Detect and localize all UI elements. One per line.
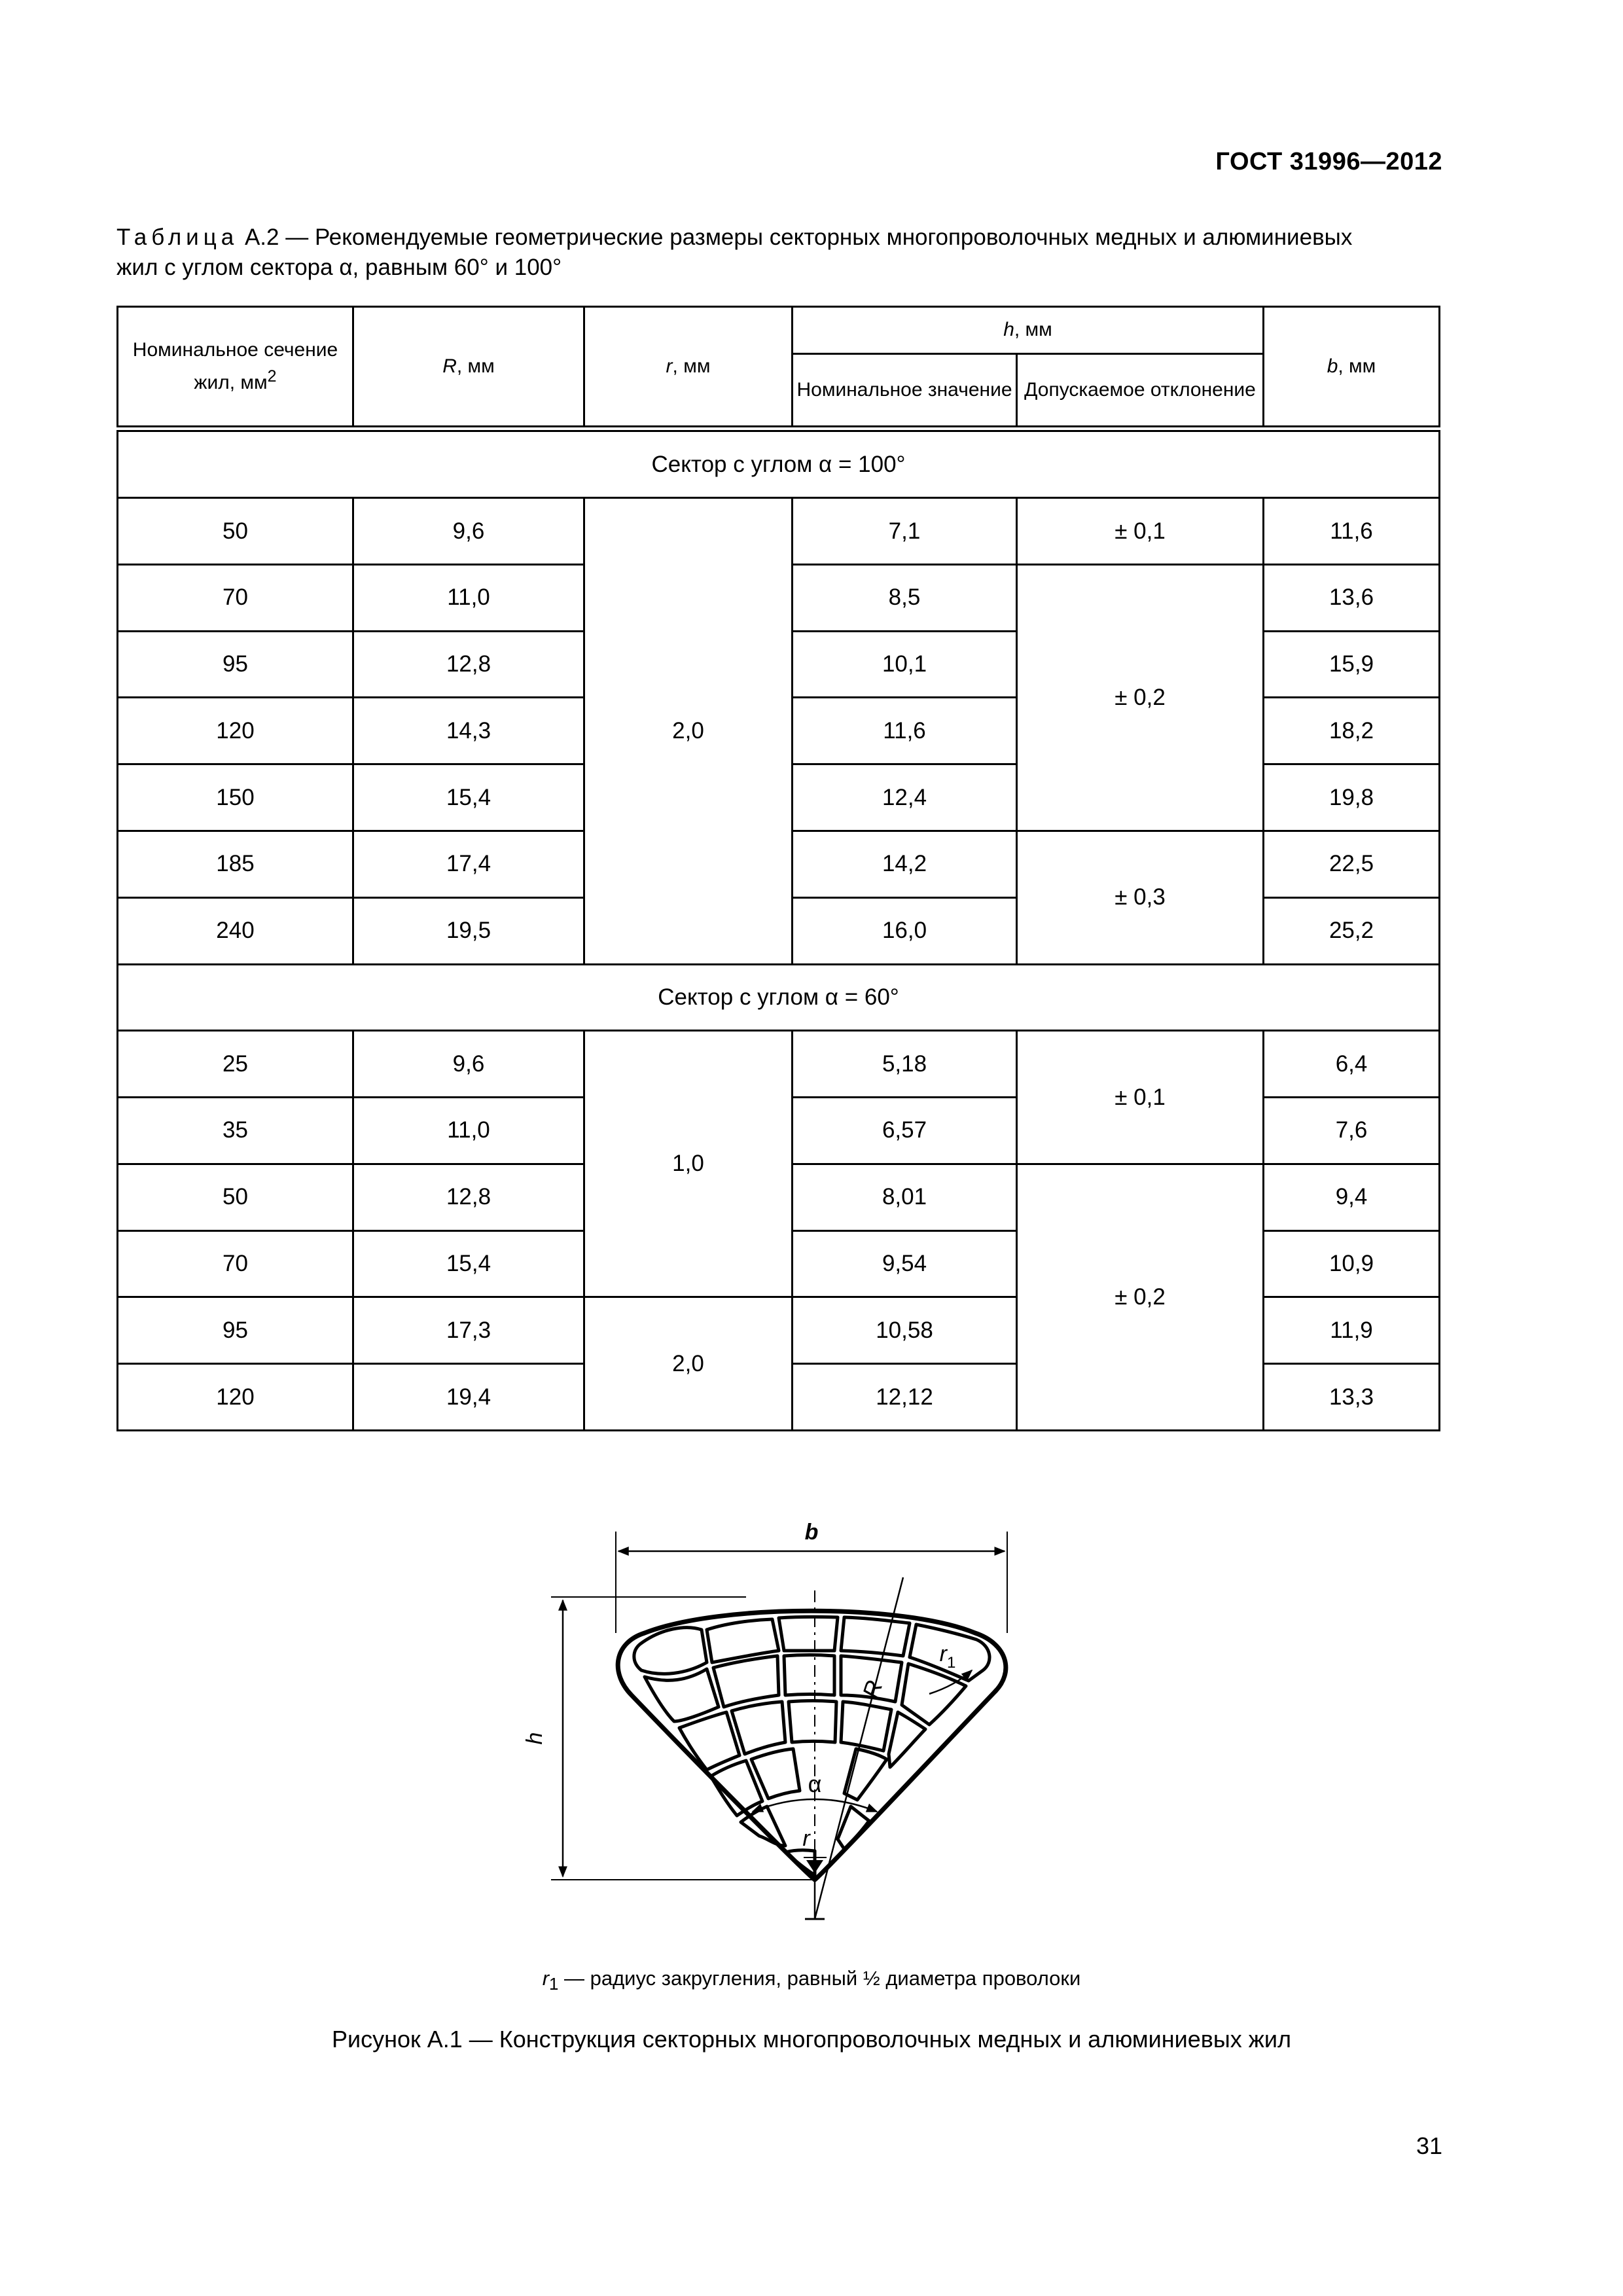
table-row xyxy=(118,1031,1440,1098)
header-h-tolerance: Допускаемое отклонение xyxy=(1017,353,1264,427)
cell-h: 5,18 xyxy=(793,1031,1017,1098)
cell-h: 11,6 xyxy=(793,698,1017,764)
cell-b: 13,3 xyxy=(1264,1364,1440,1431)
cell-R: 11,0 xyxy=(353,564,584,631)
section-header-100: Сектор с углом α = 100° xyxy=(118,431,1440,498)
cell-section: 50 xyxy=(118,498,353,565)
cell-R: 17,4 xyxy=(353,831,584,898)
table-caption-label: Таблица xyxy=(116,224,239,250)
cell-R: 11,0 xyxy=(353,1098,584,1164)
legend-symbol-subscript: 1 xyxy=(549,1975,559,1994)
cell-r: 2,0 xyxy=(584,1297,793,1431)
header-R: R, мм xyxy=(353,307,584,427)
cell-h: 12,12 xyxy=(793,1364,1017,1431)
figure-legend xyxy=(0,1967,1623,1994)
cell-tolerance: ± 0,3 xyxy=(1017,831,1264,965)
cell-R: 15,4 xyxy=(353,764,584,831)
page-number: 31 xyxy=(1416,2132,1442,2159)
header-h-nominal: Номинальное значение xyxy=(793,353,1017,427)
cell-R: 12,8 xyxy=(353,631,584,698)
document-id: ГОСТ 31996—2012 xyxy=(1215,148,1442,175)
cell-section: 35 xyxy=(118,1098,353,1164)
cell-h: 16,0 xyxy=(793,897,1017,964)
cell-section: 95 xyxy=(118,1297,353,1364)
header-b: b, мм xyxy=(1264,307,1440,427)
cell-section: 95 xyxy=(118,631,353,698)
cell-b: 11,6 xyxy=(1264,498,1440,565)
angle-alpha xyxy=(753,1770,877,1812)
cell-b: 6,4 xyxy=(1264,1031,1440,1098)
cell-r: 1,0 xyxy=(584,1031,793,1297)
cell-R: 19,4 xyxy=(353,1364,584,1431)
label-alpha: α xyxy=(808,1770,822,1797)
sector-conductor-drawing xyxy=(510,1499,1047,1964)
cell-b: 18,2 xyxy=(1264,698,1440,764)
cell-R: 9,6 xyxy=(353,1031,584,1098)
legend-symbol: r xyxy=(542,1967,550,1990)
label-r: r xyxy=(802,1826,810,1851)
cell-section: 50 xyxy=(118,1164,353,1230)
cell-tolerance: ± 0,1 xyxy=(1017,1031,1264,1164)
sector-conductor-figure xyxy=(510,1499,1047,1964)
table-caption-text-2: жил с углом сектора α, равным 60° и 100° xyxy=(116,255,562,280)
strands xyxy=(634,1617,990,1875)
cell-tolerance: ± 0,1 xyxy=(1017,498,1264,565)
label-b: b xyxy=(804,1520,819,1545)
cell-section: 70 xyxy=(118,564,353,631)
cell-section: 240 xyxy=(118,897,353,964)
cell-b: 7,6 xyxy=(1264,1098,1440,1164)
table-caption-text-1: А.2 — Рекомендуемые геометрические размеры секторных многопроволочных медных и алюминиевых xyxy=(238,224,1353,250)
header-h: h, мм xyxy=(793,307,1264,354)
cell-R: 14,3 xyxy=(353,698,584,764)
header-section: Номинальное сечение жил, $мм^2$ xyxy=(118,307,353,427)
cell-r: 2,0 xyxy=(584,498,793,964)
label-r1: $r_1$ xyxy=(939,1641,956,1672)
legend-text: — радиус закругления, равный ½ диаметра проволоки xyxy=(558,1967,1081,1990)
cell-R: 9,6 xyxy=(353,498,584,565)
cell-h: 7,1 xyxy=(793,498,1017,565)
table-row xyxy=(118,498,1440,565)
cell-h: 8,01 xyxy=(793,1164,1017,1230)
cell-h: 6,57 xyxy=(793,1098,1017,1164)
cell-R: 17,3 xyxy=(353,1297,584,1364)
cell-h: 10,58 xyxy=(793,1297,1017,1364)
cell-R: 15,4 xyxy=(353,1230,584,1297)
cell-section: 150 xyxy=(118,764,353,831)
cell-R: 19,5 xyxy=(353,897,584,964)
cell-b: 25,2 xyxy=(1264,897,1440,964)
cell-section: 25 xyxy=(118,1031,353,1098)
cell-section: 120 xyxy=(118,698,353,764)
cell-h: 9,54 xyxy=(793,1230,1017,1297)
cell-b: 11,9 xyxy=(1264,1297,1440,1364)
cell-b: 19,8 xyxy=(1264,764,1440,831)
cell-b: 10,9 xyxy=(1264,1230,1440,1297)
cell-b: 13,6 xyxy=(1264,564,1440,631)
cell-h: 10,1 xyxy=(793,631,1017,698)
cell-h: 14,2 xyxy=(793,831,1017,898)
figure-caption: Рисунок А.1 — Конструкция секторных многопроволочных медных и алюминиевых жил xyxy=(331,2026,1292,2053)
cell-tolerance: ± 0,2 xyxy=(1017,564,1264,831)
cell-section: 70 xyxy=(118,1230,353,1297)
cell-h: 12,4 xyxy=(793,764,1017,831)
cell-section: 185 xyxy=(118,831,353,898)
label-R: R xyxy=(857,1677,888,1702)
header-r: r, мм xyxy=(584,307,793,427)
section-header-60: Сектор с углом α = 60° xyxy=(118,964,1440,1031)
cell-b: 9,4 xyxy=(1264,1164,1440,1230)
cell-section: 120 xyxy=(118,1364,353,1431)
table-caption xyxy=(116,223,1432,283)
cell-tolerance: ± 0,2 xyxy=(1017,1164,1264,1430)
cell-b: 15,9 xyxy=(1264,631,1440,698)
cell-b: 22,5 xyxy=(1264,831,1440,898)
dimensions-table xyxy=(116,306,1438,1431)
cell-R: 12,8 xyxy=(353,1164,584,1230)
cell-h: 8,5 xyxy=(793,564,1017,631)
label-h: h xyxy=(522,1732,547,1745)
